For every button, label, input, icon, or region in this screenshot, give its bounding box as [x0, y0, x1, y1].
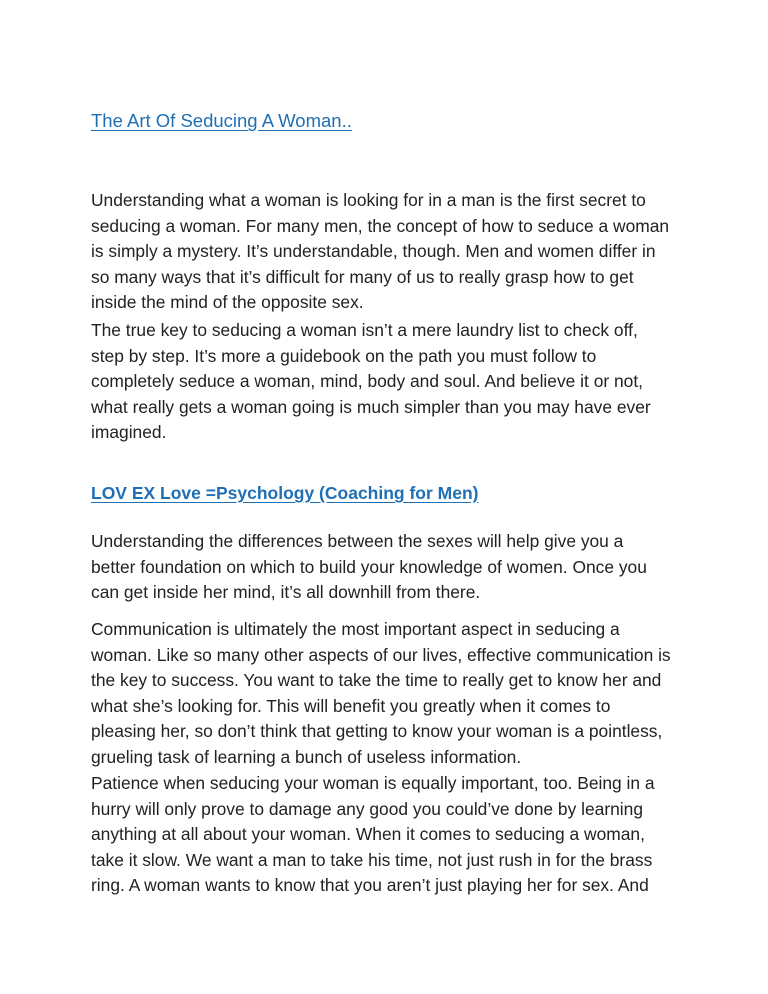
- paragraph-true-key: [91, 318, 681, 446]
- paragraph-intro: [91, 188, 681, 316]
- text-line: Communication is ultimately the most important aspect in seducing a: [91, 619, 620, 639]
- text-line: pleasing her, so don’t think that getting to know your woman is a pointless,: [91, 721, 663, 742]
- text-line: Patience when seducing your woman is equally important, too. Being in a: [91, 773, 655, 793]
- text-line: grueling task of learning a bunch of useless information.: [91, 746, 522, 767]
- text-line: take it slow. We want a man to take his time, not just rush in for the brass: [91, 849, 653, 870]
- text-line: woman. Like so many other aspects of our lives, effective communication is: [91, 644, 671, 665]
- paragraph-communication: [91, 617, 681, 771]
- text-line: ring. A woman wants to know that you aren’t just playing her for sex. And: [91, 875, 649, 896]
- text-line: imagined.: [91, 422, 167, 443]
- text-line: what really gets a woman going is much simpler than you may have ever: [91, 396, 651, 417]
- text-line: Understanding the differences between the sexes will help give you a: [91, 531, 624, 551]
- text-line: the key to success. You want to take the time to really get to know her and: [91, 670, 662, 691]
- text-line: hurry will only prove to damage any good you could’ve done by learning: [91, 798, 644, 819]
- paragraph-patience: [91, 771, 681, 899]
- coaching-heading-link[interactable]: LOV EX Love =Psychology (Coaching for Men): [91, 483, 479, 503]
- text-line: can get inside her mind, it’s all downhill from there.: [91, 582, 481, 603]
- document-title-link[interactable]: The Art Of Seducing A Woman..: [91, 110, 352, 131]
- paragraph-differences: [91, 529, 681, 606]
- text-line: seducing a woman. For many men, the concept of how to seduce a woman: [91, 215, 670, 236]
- text-line: anything at all about your woman. When it comes to seducing a woman,: [91, 824, 645, 845]
- text-line: The true key to seducing a woman isn’t a mere laundry list to check off,: [91, 320, 638, 340]
- text-line: so many ways that it’s difficult for many of us to really grasp how to get: [91, 266, 634, 287]
- text-line: what she’s looking for. This will benefit you greatly when it comes to: [91, 695, 611, 716]
- text-line: step by step. It’s more a guidebook on the path you must follow to: [91, 345, 597, 366]
- text-line: is simply a mystery. It’s understandable, though. Men and women differ in: [91, 241, 656, 262]
- text-line: inside the mind of the opposite sex.: [91, 292, 364, 313]
- text-line: better foundation on which to build your knowledge of women. Once you: [91, 556, 647, 577]
- text-line: completely seduce a woman, mind, body and soul. And believe it or not,: [91, 371, 643, 392]
- text-line: Understanding what a woman is looking for in a man is the first secret to: [91, 190, 646, 210]
